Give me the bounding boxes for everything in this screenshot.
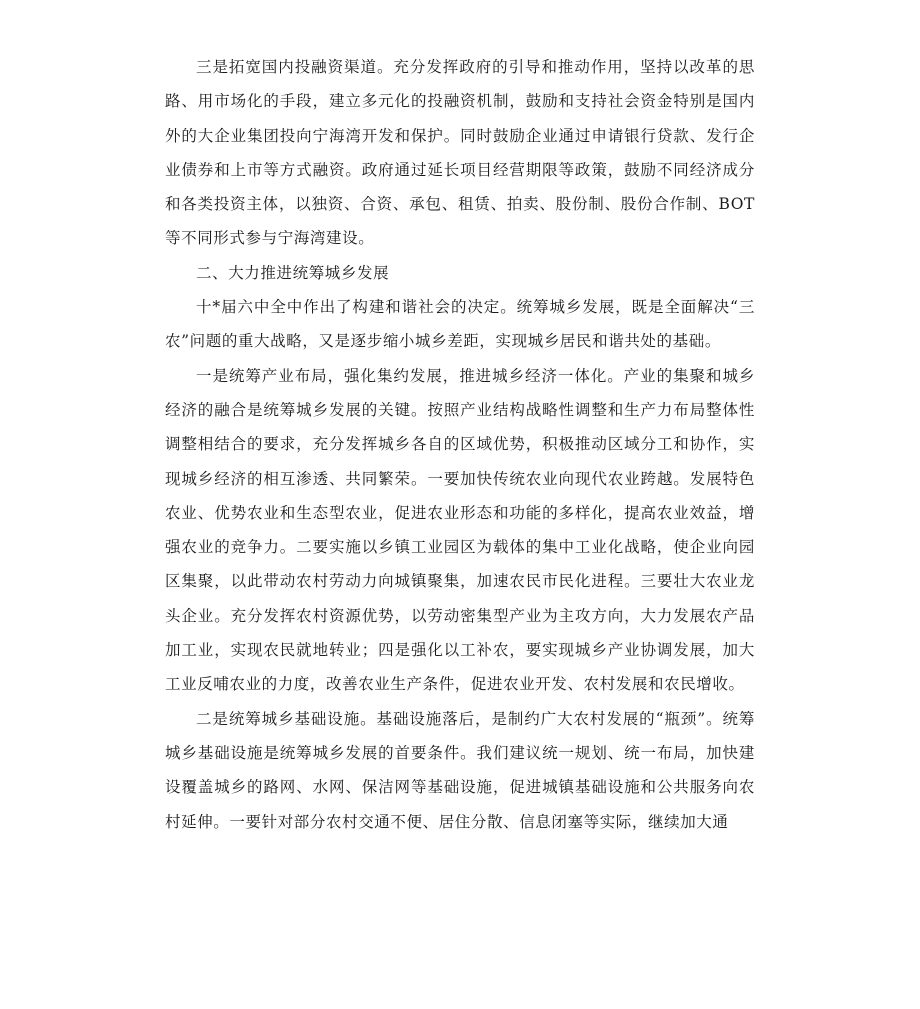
section-heading: 二、大力推进统筹城乡发展: [196, 263, 390, 282]
paragraph-investment-channels: 三是拓宽国内投融资渠道。充分发挥政府的引导和推动作用，坚持以改革的思路、用市场化的手段，建立多元化的投融资机制，鼓励和支持社会资金特别是国内外的大企业集团投向宁海湾开发和保护。同时鼓励企业通过申请银行贷款、发行企业债券和上市等方式融资。政府通过延长项目经营期限等政策，鼓励不同经济成分和各类投资主体，以独资、合资、承包、租赁、拍卖、股份制、股份合作制、BOT等不同形式参与宁海湾建设。: [165, 58, 755, 248]
document-body: [165, 50, 755, 839]
paragraph-intro: 十*届六中全中作出了构建和谐社会的决定。统筹城乡发展，既是全面解决“三农”问题的重大战略，又是逐步缩小城乡差距，实现城乡居民和谐共处的基础。: [165, 298, 755, 351]
paragraph-infrastructure: 二是统筹城乡基础设施。基础设施落后，是制约广大农村发展的“瓶颈”。统筹城乡基础设施是统筹城乡发展的首要条件。我们建议统一规划、统一布局，加快建设覆盖城乡的路网、水网、保洁网等基础设施，促进城镇基础设施和公共服务向农村延伸。一要针对部分农村交通不便、居住分散、信息闭塞等实际，继续加大通: [165, 709, 755, 831]
paragraph-industry-layout: 一是统筹产业布局，强化集约发展，推进城乡经济一体化。产业的集聚和城乡经济的融合是统筹城乡发展的关键。按照产业结构战略性调整和生产力布局整体性调整相结合的要求，充分发挥城乡各自的区域优势，积极推动区域分工和协作，实现城乡经济的相互渗透、共同繁荣。一要加快传统农业向现代农业跨越。发展特色农业、优势农业和生态型农业，促进农业形态和功能的多样化，提高农业效益，增强农业的竞争力。二要实施以乡镇工业园区为载体的集中工业化战略，使企业向园区集聚，以此带动农村劳动力向城镇聚集，加速农民市民化进程。三要壮大农业龙头企业。充分发挥农村资源优势，以劳动密集型产业为主攻方向，大力发展农产品加工业，实现农民就地转业；四是强化以工补农，要实现城乡产业协调发展，加大工业反哺农业的力度，改善农业生产条件，促进农业开发、农村发展和农民增收。: [165, 366, 755, 694]
